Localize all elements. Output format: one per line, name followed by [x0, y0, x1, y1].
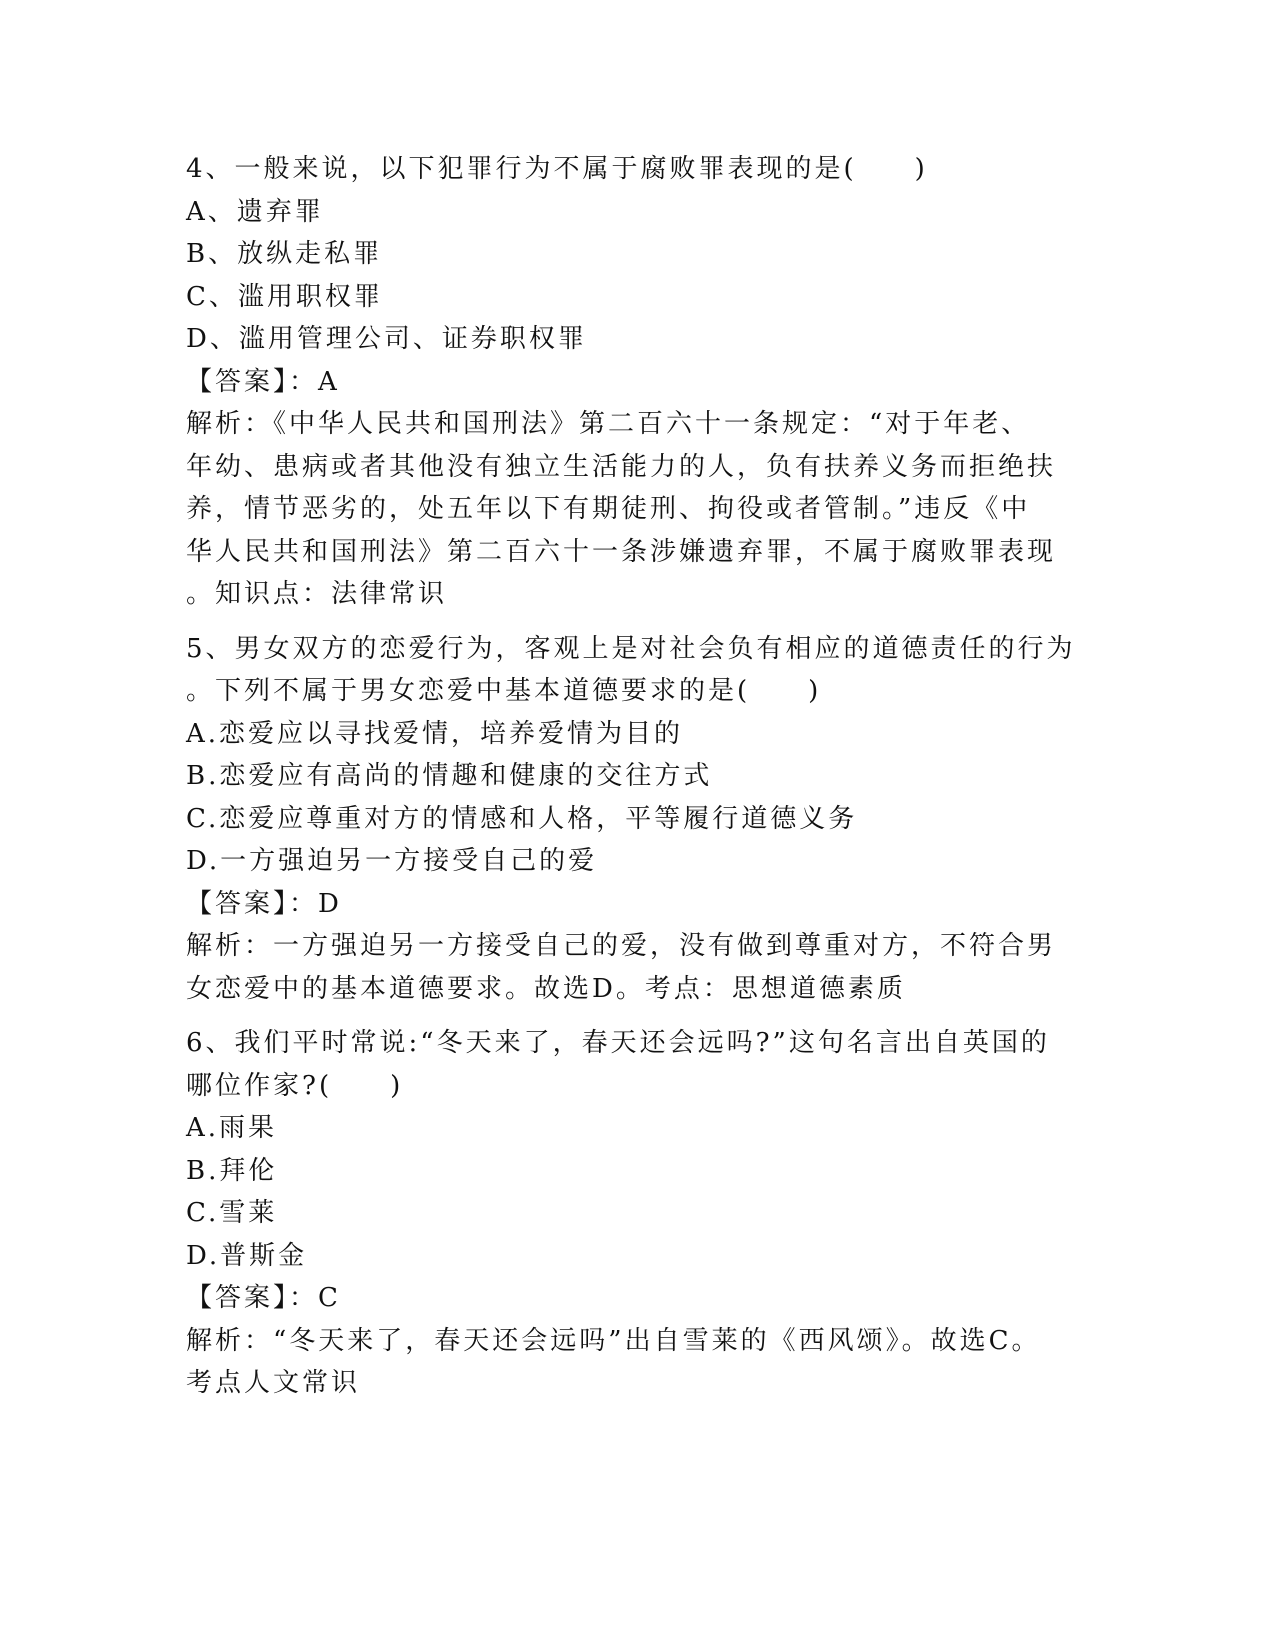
analysis-line: 年幼、患病或者其他没有独立生活能力的人，负有扶养义务而拒绝扶 — [186, 451, 1057, 482]
answer: 【答案】：D — [186, 888, 342, 919]
analysis-line: 华人民共和国刑法》第二百六十一条涉嫌遗弃罪，不属于腐败罪表现 — [186, 536, 1057, 567]
answer: 【答案】：A — [186, 366, 340, 397]
analysis-line: 解析：“冬天来了，春天还会远吗”出自雪莱的《西风颂》。故选C。 — [186, 1325, 1041, 1356]
answer: 【答案】：C — [186, 1283, 341, 1313]
question-6 — [186, 1022, 1066, 1405]
analysis-line: 。知识点：法律常识 — [186, 579, 448, 609]
option-d: D.普斯金 — [186, 1240, 308, 1271]
question-5 — [186, 628, 1076, 1011]
option-c: C、滥用职权罪 — [186, 281, 383, 312]
option-b: B.拜伦 — [186, 1155, 278, 1186]
option-a: A.雨果 — [186, 1113, 278, 1143]
option-c: C.恋爱应尊重对方的情感和人格，平等履行道德义务 — [186, 803, 858, 834]
question-spacer — [186, 616, 1066, 628]
question-list — [186, 148, 1076, 1405]
option-b: B、放纵走私罪 — [186, 239, 383, 269]
option-a: A、遗弃罪 — [186, 196, 324, 227]
option-a: A.恋爱应以寻找爱情，培养爱情为目的 — [186, 718, 684, 749]
option-d: D、滥用管理公司、证券职权罪 — [186, 324, 587, 354]
option-d: D.一方强迫另一方接受自己的爱 — [186, 846, 598, 876]
question-stem: 5、男女双方的恋爱行为，客观上是对社会负有相应的道德责任的行为 — [186, 633, 1076, 664]
question-stem: 哪位作家?( ) — [186, 1070, 404, 1101]
question-spacer — [186, 1010, 1066, 1022]
option-b: B.恋爱应有高尚的情趣和健康的交往方式 — [186, 761, 713, 791]
question-stem: 。下列不属于男女恋爱中基本道德要求的是( ) — [186, 676, 822, 706]
question-stem: 4、一般来说，以下犯罪行为不属于腐败罪表现的是( ) — [186, 154, 928, 184]
question-4 — [186, 148, 1066, 616]
analysis-line: 考点人文常识 — [186, 1368, 361, 1398]
analysis-line: 女恋爱中的基本道德要求。故选D。考点：思想道德素质 — [186, 973, 906, 1004]
analysis-line: 养，情节恶劣的，处五年以下有期徒刑、拘役或者管制。”违反《中 — [186, 494, 1031, 524]
analysis-line: 解析：一方强迫另一方接受自己的爱，没有做到尊重对方，不符合男 — [186, 931, 1057, 961]
analysis-line: 解析：《中华人民共和国刑法》第二百六十一条规定：“对于年老、 — [186, 409, 1031, 439]
option-c: C.雪莱 — [186, 1198, 278, 1228]
question-stem: 6、我们平时常说:“冬天来了，春天还会远吗?”这句名言出自英国的 — [186, 1028, 1050, 1058]
